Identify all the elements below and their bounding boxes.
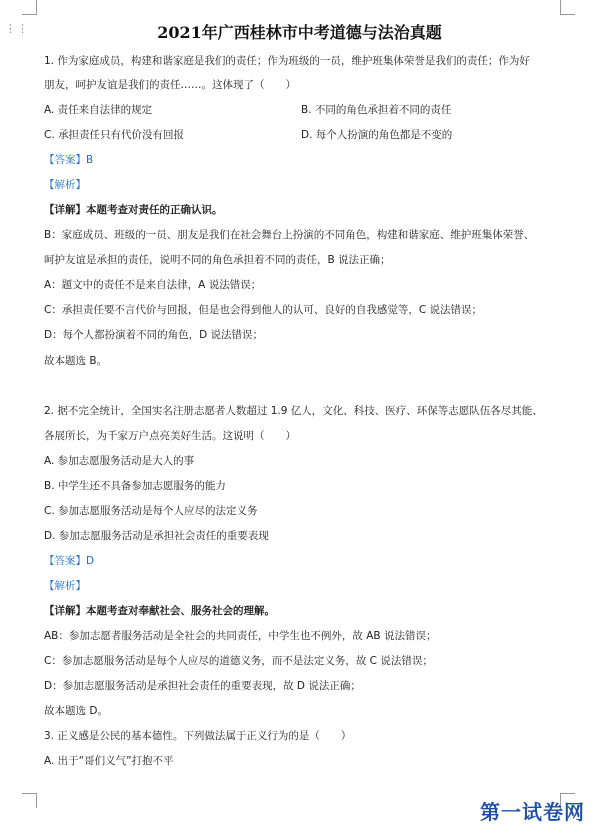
q2-option-c: C. 参加志愿服务活动是每个人应尽的法定义务: [44, 505, 258, 517]
q1-option-a: A. 责任来自法律的规定: [44, 104, 153, 116]
q2-answer-label: 【答案】D: [44, 555, 95, 567]
drag-handle-icon[interactable]: ⋮⋮: [5, 22, 29, 35]
q2-explanation-c: C：参加志愿服务活动是每个人应尽的道德义务，而不是法定义务，故 C 说法错误；: [44, 655, 433, 667]
q1-stem-line1: 1. 作为家庭成员，构建和谐家庭是我们的责任；作为班级的一员，维护班集体荣誉是我们的责任；作为好: [44, 55, 530, 67]
q1-option-d: D. 每个人扮演的角色都是不变的: [301, 129, 453, 141]
q2-option-b: B. 中学生还不具备参加志愿服务的能力: [44, 480, 226, 492]
q1-detail-heading: 【详解】本题考查对责任的正确认识。: [44, 204, 223, 216]
q1-answer-label: 【答案】B: [44, 154, 94, 166]
q3-stem-line1: 3. 正义感是公民的基本德性。下列做法属于正义行为的是（ ）: [44, 730, 352, 742]
page-corner-mark-bottom-left: [22, 793, 37, 808]
q2-analysis-label: 【解析】: [44, 580, 86, 592]
q1-explanation-c: C：承担责任要不言代价与回报，但是也会得到他人的认可、良好的自我感觉等，C 说法错误；: [44, 304, 482, 316]
site-watermark-logo: 第一试卷网: [480, 800, 585, 824]
q1-conclusion: 故本题选 B。: [44, 355, 108, 367]
q2-stem-line1: 2. 据不完全统计，全国实名注册志愿者人数超过 1.9 亿人，文化、科技、医疗、环保等志愿队伍各尽其能、: [44, 405, 543, 417]
q1-analysis-label: 【解析】: [44, 179, 86, 191]
q2-stem-line2: 各展所长，为千家万户点亮美好生活。这说明（ ）: [44, 430, 296, 442]
q2-option-d: D. 参加志愿服务活动是承担社会责任的重要表现: [44, 530, 269, 542]
q2-explanation-d: D：参加志愿服务活动是承担社会责任的重要表现，故 D 说法正确；: [44, 680, 361, 692]
page-title: 2021年广西桂林市中考道德与法治真题: [157, 23, 442, 42]
page-corner-mark-top-left: [22, 0, 37, 15]
q2-explanation-ab: AB：参加志愿者服务活动是全社会的共同责任，中学生也不例外，故 AB 说法错误；: [44, 630, 437, 642]
q1-stem-line2: 朋友，呵护友谊是我们的责任……。这体现了（ ）: [44, 79, 296, 91]
q2-option-a: A. 参加志愿服务活动是大人的事: [44, 455, 195, 467]
q3-option-a: A. 出于“哥们义气”打抱不平: [44, 755, 174, 767]
q2-detail-heading: 【详解】本题考查对奉献社会、服务社会的理解。: [44, 605, 275, 617]
q1-explanation-a: A：题文中的责任不是来自法律，A 说法错误；: [44, 279, 262, 291]
q1-option-c: C. 承担责任只有代价没有回报: [44, 129, 185, 141]
q1-explanation-b-line1: B：家庭成员、班级的一员、朋友是我们在社会舞台上扮演的不同角色，构建和谐家庭、维护班集体荣誉、: [44, 229, 535, 241]
q1-explanation-d: D：每个人都扮演着不同的角色，D 说法错误；: [44, 329, 264, 341]
q1-explanation-b-line2: 呵护友谊是承担的责任，说明不同的角色承担着不同的责任，B 说法正确；: [44, 254, 391, 266]
q1-option-b: B. 不同的角色承担着不同的责任: [301, 104, 452, 116]
page-corner-mark-top-right: [560, 0, 575, 15]
q2-conclusion: 故本题选 D。: [44, 705, 108, 717]
